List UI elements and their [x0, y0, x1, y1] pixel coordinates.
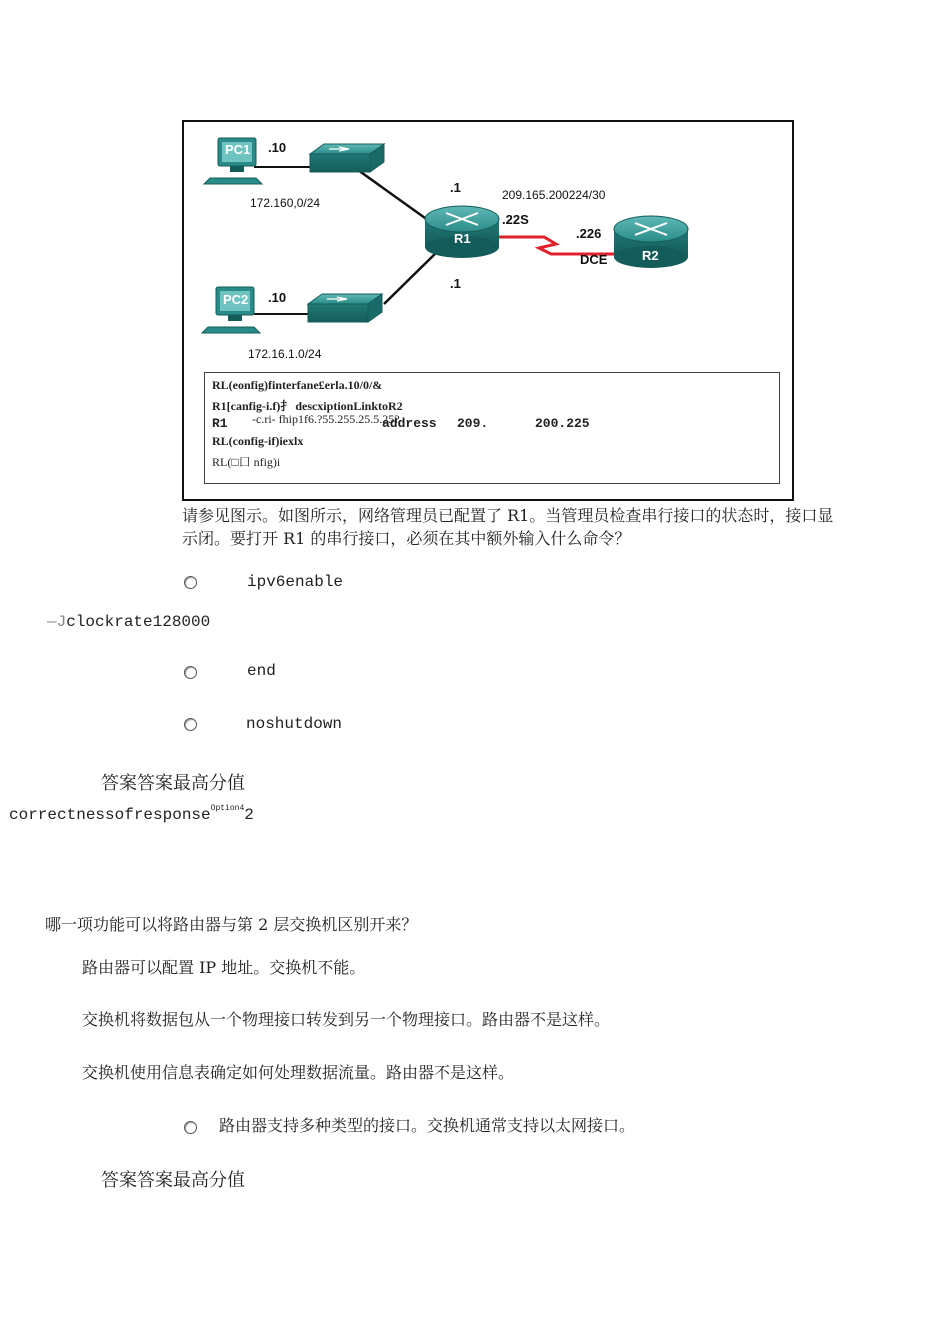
q1-option2-label[interactable]: —Jclockrate128000	[47, 613, 211, 631]
net2-label: 172.16.1.0/24	[248, 347, 322, 361]
pc1-label: PC1	[225, 142, 251, 157]
switch2-icon	[308, 294, 382, 322]
q1-question-line1: 请参见图示。如图所示，网络管理员已配置了 R1。当管理员检查串行接口的状态时，接口显	[182, 506, 834, 525]
q1-option4-label[interactable]: noshutdown	[246, 715, 343, 733]
switch1-icon	[310, 144, 384, 172]
q1-option3-label[interactable]: end	[247, 662, 276, 680]
cli-line-3: R1 -c.ri- fhip1f6.?55.255.25.5.25? address 209. 200.225	[212, 412, 590, 431]
network-topology-figure	[182, 120, 794, 501]
r1-label: R1	[454, 231, 471, 246]
q2-option1-label[interactable]: 路由器可以配置 IP 地址。交换机不能。	[82, 958, 366, 977]
pc1-host: .10	[268, 140, 287, 155]
q1-option1-label[interactable]: ipv6enable	[247, 573, 344, 591]
r2-serial-ip: .226	[576, 226, 602, 241]
net1-label: 172.160,0/24	[250, 196, 321, 210]
cli-config-box	[204, 372, 780, 484]
cli-line-4: RL(config-if)iexlx	[212, 434, 304, 448]
q2-question: 哪一项功能可以将路由器与第 2 层交换机区别开来？	[45, 915, 418, 934]
link-sw2-r1	[384, 250, 439, 304]
pc2-host: .10	[268, 290, 287, 305]
r1-serial-ip: .22S	[502, 212, 529, 227]
q1-question-line2: 示闭。要打开 R1 的串行接口，必须在其中额外输入什么命令？	[182, 529, 631, 548]
q1-option4-radio[interactable]	[184, 718, 197, 731]
q2-option3-label[interactable]: 交换机使用信息表确定如何处理数据流量。路由器不是这样。	[82, 1063, 515, 1082]
q2-answer-header: 答案答案最高分值	[101, 1170, 245, 1191]
r1-g0-ip: .1	[450, 180, 461, 195]
q2-option4-label[interactable]: 路由器支持多种类型的接口。交换机通常支持以太网接口。	[219, 1116, 636, 1135]
dce-label: DCE	[580, 252, 608, 267]
cli-line-2: R1[canfig-i.f)扌 descxiptionLinktoR2	[212, 399, 403, 413]
q1-option1-radio[interactable]	[184, 576, 197, 589]
q1-option3-radio[interactable]	[184, 666, 197, 679]
serial-network-label: 209.165.200224/30	[502, 188, 606, 202]
q1-score-row: correctnessofresponse$^{Option4}$2	[9, 804, 254, 824]
q2-option2-label[interactable]: 交换机将数据包从一个物理接口转发到另一个物理接口。路由器不是这样。	[82, 1010, 611, 1029]
cli-line-1: RL(eonfig)finterfane£erla.10/0/&	[212, 378, 383, 392]
cli-line-5: RL(□口 nfig)i	[212, 455, 281, 469]
pc2-label: PC2	[223, 292, 249, 307]
r2-label: R2	[642, 248, 659, 263]
q2-option4-radio[interactable]	[184, 1121, 197, 1134]
q1-answer-header: 答案答案最高分值	[101, 773, 245, 794]
r1-g1-ip: .1	[450, 276, 461, 291]
